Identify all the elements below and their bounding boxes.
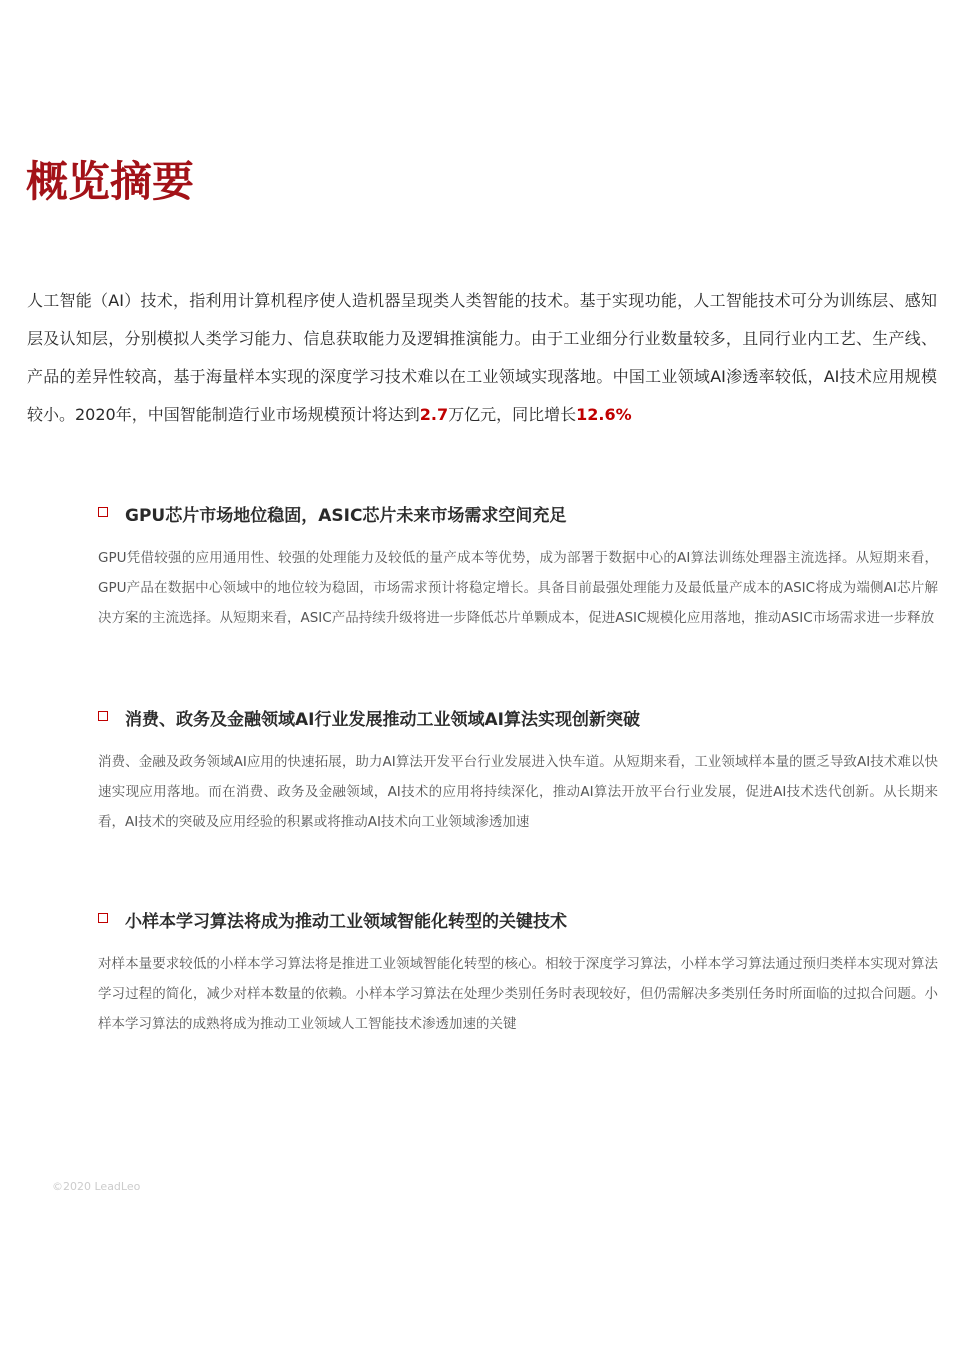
growth-rate-value: 12.6% bbox=[576, 405, 632, 424]
intro-text: 人工智能（AI）技术，指利用计算机程序使人造机器呈现类人类智能的技术。基于实现功能，人工智能技术可分为训练层、感知层及认知层，分别模拟人类学习能力、信息获取能力及逻辑推演能力。由于工业细分行业数量较多，且同行业内工艺、生产线、产品的差异性较高，基于海量样本实现的深度学习技术难以在工业领域实现落地。中国工业领域AI渗透率较低，AI技术应用规模较小。2020年，中国智能制造行业市场规模预计将达到 bbox=[27, 291, 937, 424]
section-title: GPU芯片市场地位稳固，ASIC芯片未来市场需求空间充足 bbox=[125, 505, 567, 526]
section-title: 消费、政务及金融领域AI行业发展推动工业领域AI算法实现创新突破 bbox=[125, 709, 640, 730]
section-body: 消费、金融及政务领域AI应用的快速拓展，助力AI算法开发平台行业发展进入快车道。从短期来看，工业领域样本量的匮乏导致AI技术难以快速实现应用落地。而在消费、政务及金融领域，AI技术的应用将持续深化，推动AI算法开放平台行业发展，促进AI技术迭代创新。从长期来看，AI技术的突破及应用经验的积累或将推动AI技术向工业领域渗透加速 bbox=[98, 754, 938, 830]
section-few-shot bbox=[98, 902, 938, 1039]
footer-copyright: ©2020 LeadLeo bbox=[52, 1180, 141, 1193]
page-title: 概览摘要 bbox=[26, 157, 195, 206]
intro-paragraph bbox=[27, 282, 937, 434]
section-body: GPU凭借较强的应用通用性、较强的处理能力及较低的量产成本等优势，成为部署于数据中心的AI算法训练处理器主流选择。从短期来看，GPU产品在数据中心领域中的地位较为稳固，市场需求预计将稳定增长。具备目前最强处理能力及最低量产成本的ASIC将成为端侧AI芯片解决方案的主流选择。从短期来看，ASIC产品持续升级将进一步降低芯片单颗成本，促进ASIC规模化应用落地，推动ASIC市场需求进一步释放 bbox=[98, 550, 938, 626]
section-gpu-asic bbox=[98, 496, 938, 633]
section-consumer-ai bbox=[98, 700, 938, 837]
market-size-value: 2.7 bbox=[419, 405, 449, 424]
checkbox-bullet-icon bbox=[98, 711, 108, 721]
intro-unit-text: 万亿元，同比增长 bbox=[448, 405, 577, 424]
checkbox-bullet-icon bbox=[98, 507, 108, 517]
checkbox-bullet-icon bbox=[98, 913, 108, 923]
section-title: 小样本学习算法将成为推动工业领域智能化转型的关键技术 bbox=[125, 911, 567, 932]
section-body: 对样本量要求较低的小样本学习算法将是推进工业领域智能化转型的核心。相较于深度学习算法，小样本学习算法通过预归类样本实现对算法学习过程的简化，减少对样本数量的依赖。小样本学习算法在处理少类别任务时表现较好，但仍需解决多类别任务时所面临的过拟合问题。小样本学习算法的成熟将成为推动工业领域人工智能技术渗透加速的关键 bbox=[98, 956, 938, 1032]
